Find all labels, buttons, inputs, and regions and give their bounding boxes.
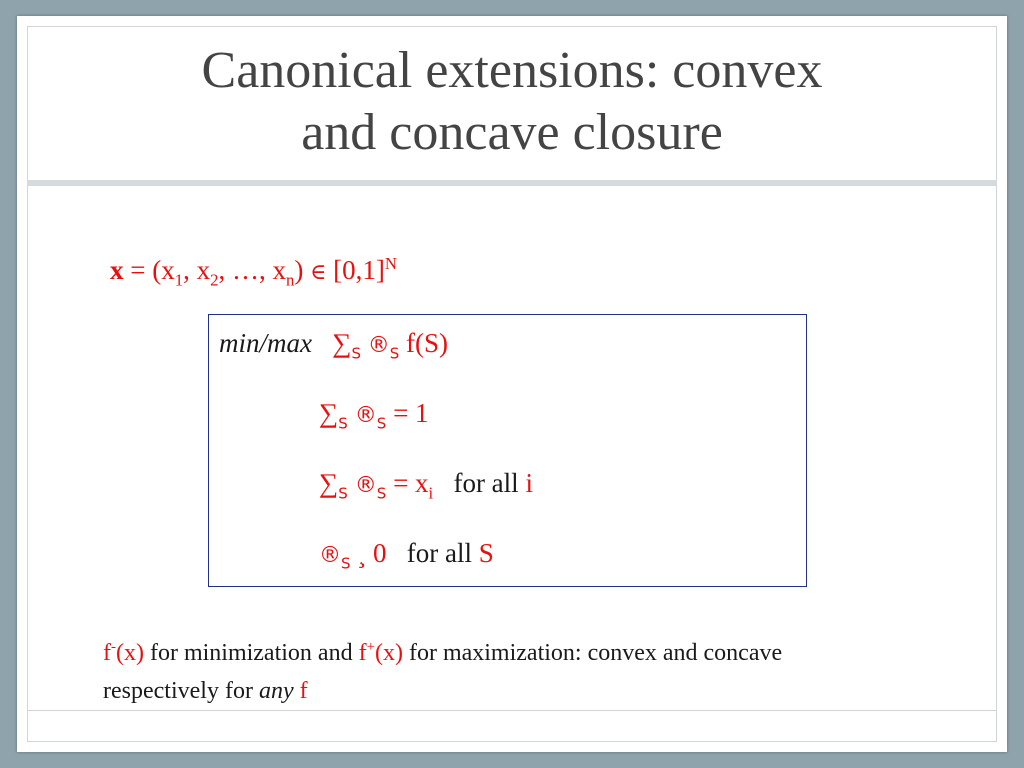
element-of-symbol: ∈ xyxy=(310,259,327,284)
vector-text: = (x xyxy=(123,255,175,285)
vector-text: ) xyxy=(294,255,311,285)
title-line-2: and concave closure xyxy=(301,104,723,161)
lp-constraint-3 xyxy=(319,537,494,579)
constraint-rest: = x xyxy=(386,468,429,498)
f-plus-arg: (x) xyxy=(374,640,403,666)
xi-sub: i xyxy=(428,483,434,503)
f-minus: f xyxy=(103,640,111,666)
sub-n: n xyxy=(285,270,295,290)
objective-rest: f(S) xyxy=(399,328,449,358)
lp-constraint-2 xyxy=(319,467,533,509)
title-divider xyxy=(27,180,997,186)
sum-sub: S xyxy=(351,344,362,363)
alpha-symbol: ® xyxy=(367,333,390,358)
alpha-sub: S xyxy=(376,484,387,503)
alpha-sub: S xyxy=(389,344,400,363)
footer-divider xyxy=(27,710,997,711)
slide-title xyxy=(17,40,1007,164)
for-all-var: i xyxy=(525,468,533,498)
vector-text: , …, x xyxy=(218,255,286,285)
vector-definition xyxy=(110,248,397,296)
minus-sup: - xyxy=(111,639,116,655)
minmax-label: min/max xyxy=(219,328,312,358)
interval-text: [0,1] xyxy=(326,255,385,285)
geq-zero: ¸ 0 xyxy=(350,538,387,568)
sum-symbol: ∑ xyxy=(319,398,339,428)
slide xyxy=(17,16,1007,752)
sub-1: 1 xyxy=(174,270,184,290)
note-text: for minimization and xyxy=(143,640,359,666)
lp-objective xyxy=(219,327,448,369)
note-text: for maximization: convex and concave respectively for xyxy=(103,640,783,704)
plus-sup: + xyxy=(366,639,375,655)
sum-symbol: ∑ xyxy=(319,468,339,498)
for-all-text: for all xyxy=(406,538,473,568)
sup-n: N xyxy=(384,254,397,273)
title-line-1: Canonical extensions: convex xyxy=(201,42,823,99)
for-all-text: for all xyxy=(453,468,519,498)
vector-x: x xyxy=(110,255,124,285)
alpha-symbol: ® xyxy=(347,403,377,428)
sum-sub: S xyxy=(338,484,348,503)
f-plus: f xyxy=(358,640,367,666)
alpha-sub: S xyxy=(376,414,387,433)
f-minus-arg: (x) xyxy=(115,640,144,666)
alpha-sub: S xyxy=(341,554,351,573)
lp-constraint-1 xyxy=(319,397,429,439)
vector-text: , x xyxy=(183,255,211,285)
lp-box xyxy=(208,314,807,587)
sum-sub: S xyxy=(338,414,348,433)
sub-2: 2 xyxy=(210,270,219,290)
sum-symbol: ∑ xyxy=(332,328,352,358)
alpha-symbol: ® xyxy=(319,543,341,568)
alpha-symbol: ® xyxy=(347,473,377,498)
for-all-var: S xyxy=(478,538,494,568)
constraint-rest: = 1 xyxy=(386,398,429,428)
any-emphasis: any xyxy=(258,678,294,704)
closure-note xyxy=(103,628,823,710)
f-any: f xyxy=(299,678,308,704)
